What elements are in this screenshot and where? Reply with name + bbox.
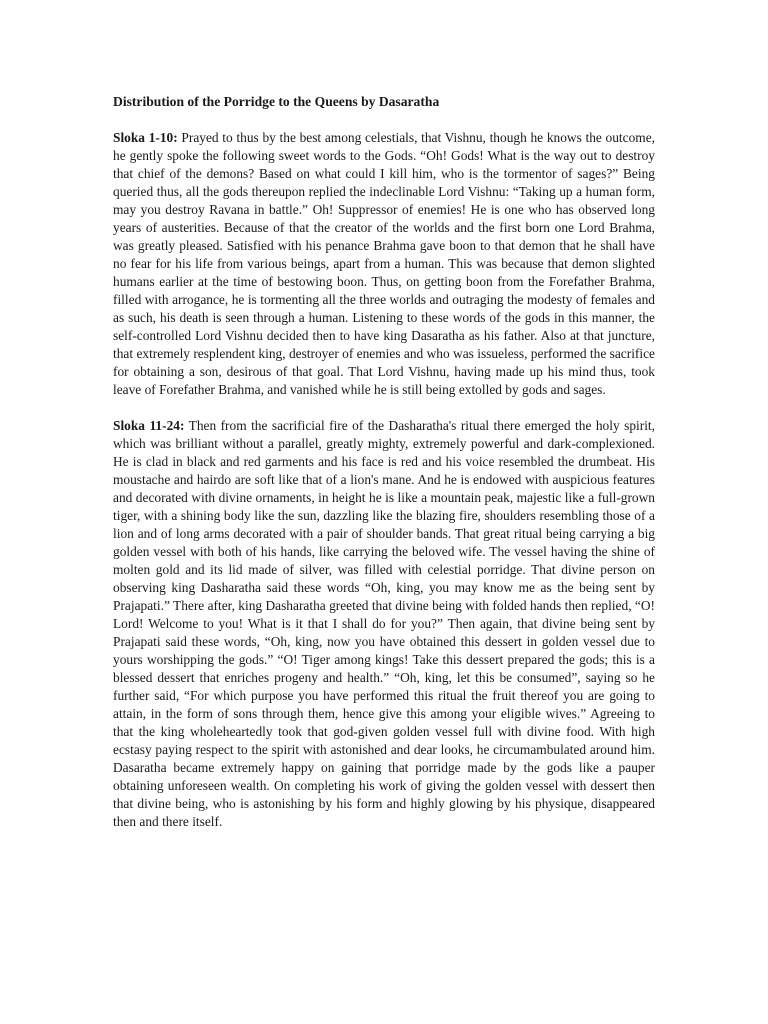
sloka-text: Then from the sacrificial fire of the Dasharatha's ritual there emerged the holy spirit, which was brilliant without a parallel, greatly mighty, extremely powerful and dark-complexioned. He is clad in black and red garments and his face is red and his voice resembled the drumbeat. His moustache and hairdo are soft like that of a lion's mane. And he is endowed with auspicious features and decorated with divine ornaments, in height he is like a mountain peak, majestic like a full-grown tiger, with a shining body like the sun, dazzling like the blazing fire, shoulders resembling those of a lion and of long arms decorated with a pair of shoulder bands. That great ritual being carrying a big golden vessel with both of his hands, like carrying the beloved wife. The vessel having the shine of molten gold and its lid made of silver, was filled with celestial porridge. That divine person on observing king Dasharatha said these words “Oh, king, you may know me as the being sent by Prajapati.” There after, king Dasharatha greeted that divine being with folded hands then replied, “O! Lord! Welcome to you! What is it that I shall do for you?” Then again, that divine being sent by Prajapati said these words, “Oh, king, now you have obtained this dessert in golden vessel due to yours worshipping the gods.” “O! Tiger among kings! Take this dessert prepared the gods; this is a blessed dessert that enriches progeny and health.” “Oh, king, let this be consumed”, saying so he further said, “For which purpose you have performed this ritual the fruit thereof you are going to attain, in the form of sons through them, hence give this among your eligible wives.” Agreeing to that the king wholeheartedly took that god-given golden vessel full with divine food. With high ecstasy paying respect to the spirit with astonished and dear looks, he circumambulated around him. Dasaratha became extremely happy on gaining that porridge made by the gods like a pauper obtaining unforeseen wealth. On completing his work of giving the golden vessel with dessert then that divine being, who is astonishing by his form and highly glowing by his physique, disappeared then and there itself.	[113, 418, 655, 829]
sloka-label: Sloka 11-24:	[113, 418, 185, 433]
sloka-section-2	[113, 417, 655, 831]
sloka-section-1	[113, 129, 655, 399]
document-title: Distribution of the Porridge to the Queens by Dasaratha	[113, 94, 440, 109]
document-page	[113, 93, 655, 849]
sloka-label: Sloka 1-10:	[113, 130, 178, 145]
sloka-text: Prayed to thus by the best among celestials, that Vishnu, though he knows the outcome, he gently spoke the following sweet words to the Gods. “Oh! Gods! What is the way out to destroy that chief of the demons? Based on what could I kill him, who is the tormentor of sages?” Being queried thus, all the gods thereupon replied the indeclinable Lord Vishnu: “Taking up a human form, may you destroy Ravana in battle.” Oh! Suppressor of enemies! He is one who has observed long years of austerities. Because of that the creator of the worlds and the first born one Lord Brahma, was greatly pleased. Satisfied with his penance Brahma gave boon to that demon that he shall have no fear for his life from various beings, apart from a human. This was because that demon slighted humans earlier at the time of bestowing boon. Thus, on getting boon from the Forefather Brahma, filled with arrogance, he is tormenting all the three worlds and outraging the modesty of females and as such, his death is seen through a human. Listening to these words of the gods in this manner, the self-controlled Lord Vishnu decided then to have king Dasaratha as his father. Also at that juncture, that extremely resplendent king, destroyer of enemies and who was issueless, performed the sacrifice for obtaining a son, desirous of that goal. That Lord Vishnu, having made up his mind thus, took leave of Forefather Brahma, and vanished while he is still being extolled by gods and sages.	[113, 130, 655, 397]
